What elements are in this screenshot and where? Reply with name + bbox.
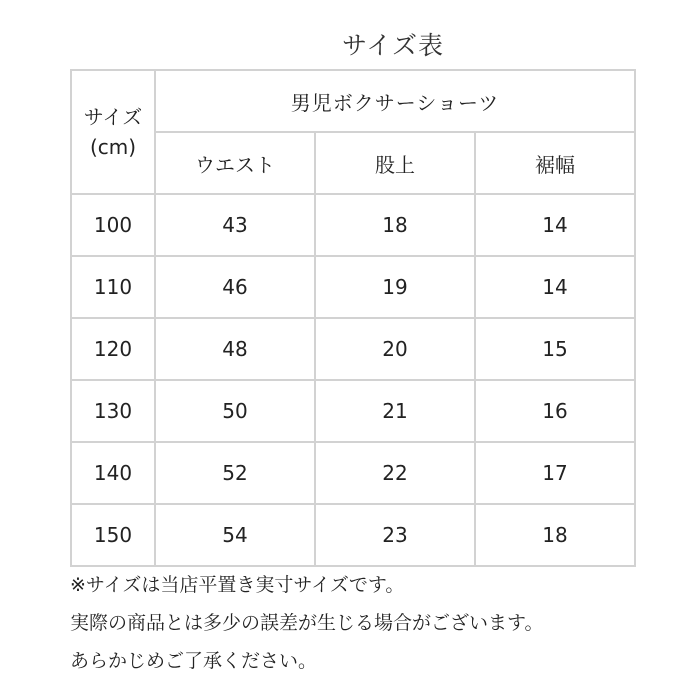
unit-label: (cm) xyxy=(89,135,137,159)
table-row xyxy=(71,504,635,566)
hem-width-cell: 18 xyxy=(475,504,635,566)
size-cell: 120 xyxy=(71,318,155,380)
column-header-waist: ウエスト xyxy=(155,132,315,194)
rise-cell: 22 xyxy=(315,442,475,504)
waist-cell: 54 xyxy=(155,504,315,566)
note-tolerance: 実際の商品とは多少の誤差が生じる場合がございます。 xyxy=(70,612,544,634)
rise-cell: 18 xyxy=(315,194,475,256)
hem-width-cell: 14 xyxy=(475,256,635,318)
waist-cell: 48 xyxy=(155,318,315,380)
table-row xyxy=(71,380,635,442)
waist-cell: 50 xyxy=(155,380,315,442)
waist-cell: 46 xyxy=(155,256,315,318)
page-title: サイズ表 xyxy=(341,31,444,60)
table-row xyxy=(71,194,635,256)
note-measurement: ※サイズは当店平置き実寸サイズです。 xyxy=(70,574,405,596)
size-cell: 140 xyxy=(71,442,155,504)
rise-cell: 23 xyxy=(315,504,475,566)
table-row xyxy=(71,318,635,380)
size-cell: 130 xyxy=(71,380,155,442)
product-name-header: 男児ボクサーショーツ xyxy=(155,70,635,132)
rise-cell: 20 xyxy=(315,318,475,380)
rise-cell: 21 xyxy=(315,380,475,442)
waist-cell: 52 xyxy=(155,442,315,504)
waist-cell: 43 xyxy=(155,194,315,256)
hem-width-cell: 14 xyxy=(475,194,635,256)
table-row xyxy=(71,256,635,318)
size-cell: 100 xyxy=(71,194,155,256)
column-header-rise: 股上 xyxy=(315,132,475,194)
table-row xyxy=(71,442,635,504)
column-header-hem-width: 裾幅 xyxy=(475,132,635,194)
hem-width-cell: 15 xyxy=(475,318,635,380)
size-cell: 110 xyxy=(71,256,155,318)
hem-width-cell: 16 xyxy=(475,380,635,442)
size-table xyxy=(70,69,636,567)
size-corner-label xyxy=(71,70,155,194)
size-cell: 150 xyxy=(71,504,155,566)
hem-width-cell: 17 xyxy=(475,442,635,504)
note-acknowledgement: あらかじめご了承ください。 xyxy=(70,650,318,672)
size-label: サイズ xyxy=(83,105,143,129)
notes xyxy=(70,566,690,680)
column-header-row xyxy=(71,132,635,194)
rise-cell: 19 xyxy=(315,256,475,318)
table-header-row xyxy=(71,70,635,132)
